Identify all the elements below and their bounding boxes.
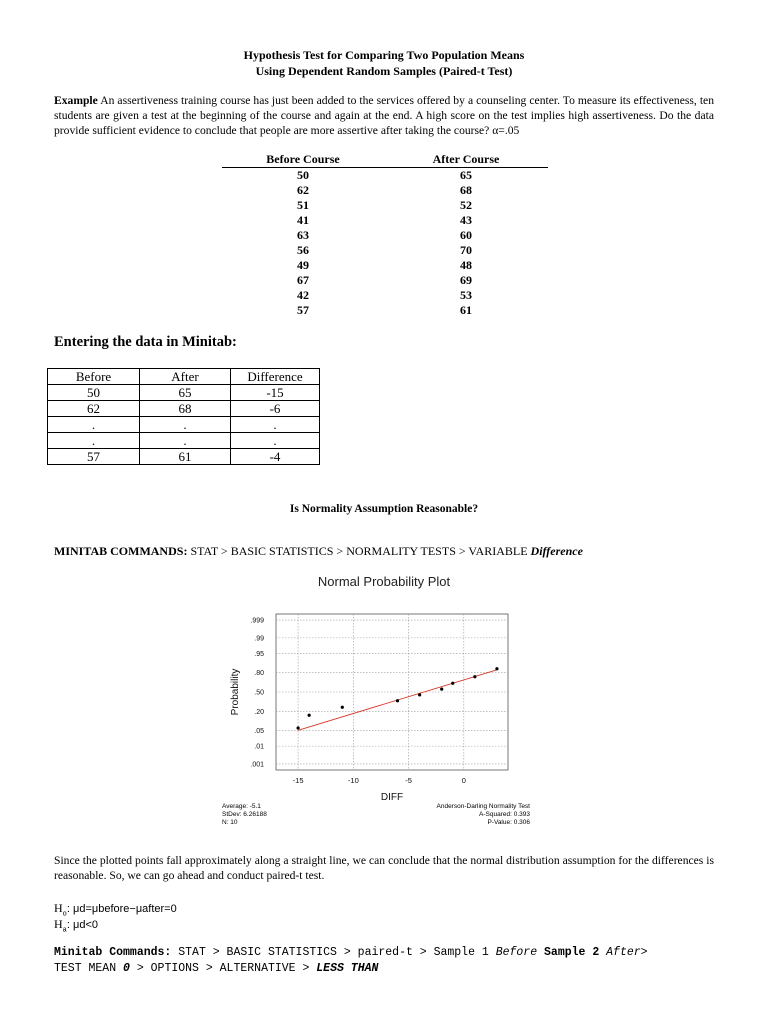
- h0-text: : μd=μbefore−μafter=0: [66, 903, 177, 915]
- worksheet-row: [48, 385, 320, 401]
- after-value: 61: [460, 303, 472, 317]
- after-cell: 61: [140, 449, 231, 465]
- example-label: Example: [54, 94, 98, 107]
- final-cmd-part1: STAT > BASIC STATISTICS > paired-t > Sample 1: [178, 946, 489, 959]
- x-tick-label: -5: [405, 776, 412, 785]
- paired-table-row: [222, 303, 548, 318]
- header-after-course: After Course: [432, 152, 500, 166]
- difference-cell: -6: [231, 401, 320, 417]
- after-value: 70: [460, 243, 472, 257]
- data-point: [473, 675, 476, 678]
- before-value: 51: [297, 198, 309, 212]
- header-before-course: Before Course: [266, 152, 340, 166]
- data-point: [440, 688, 443, 691]
- data-point: [418, 693, 421, 696]
- paired-table-row: [222, 258, 548, 273]
- before-cell: 57: [48, 449, 140, 465]
- paired-table-row: [222, 273, 548, 288]
- final-cmd-before: Before: [495, 946, 538, 959]
- y-axis-label: Probability: [230, 668, 241, 716]
- final-cmd-sample2: Sample 2: [544, 946, 600, 959]
- worksheet-row: [48, 401, 320, 417]
- stat-stdev: StDev: 6.26188: [222, 811, 267, 818]
- x-tick-label: -10: [347, 776, 359, 785]
- before-cell: 62: [48, 401, 140, 417]
- after-value: 60: [460, 228, 472, 242]
- y-tick-label: .001: [250, 761, 264, 769]
- data-point: [396, 699, 399, 702]
- data-point: [296, 726, 299, 729]
- after-value: 43: [460, 213, 472, 227]
- data-point: [495, 667, 498, 670]
- chart-stats-right: [404, 803, 530, 827]
- paired-t-command-line2: [54, 962, 378, 975]
- after-value: 48: [460, 258, 472, 272]
- col-header-after: After: [140, 369, 231, 385]
- final-cmd-after: After: [606, 946, 641, 959]
- x-tick-label: 0: [461, 776, 466, 785]
- before-cell: .: [48, 417, 140, 433]
- before-cell: .: [48, 433, 140, 449]
- worksheet-row: [48, 433, 320, 449]
- after-cell: .: [140, 433, 231, 449]
- paired-table-row: [222, 243, 548, 258]
- ha-subscript: a: [62, 926, 67, 935]
- minitab-heading: Entering the data in Minitab:: [54, 334, 237, 350]
- after-value: 52: [460, 198, 472, 212]
- paired-table-row: [222, 183, 548, 198]
- y-tick-label: .50: [254, 689, 264, 697]
- y-tick-label: .99: [254, 635, 264, 643]
- h0-label: H: [54, 901, 63, 915]
- paired-table-row: [222, 168, 548, 183]
- final-cmd-test-mean: TEST MEAN: [54, 962, 117, 975]
- after-cell: 65: [140, 385, 231, 401]
- difference-cell: .: [231, 433, 320, 449]
- ha-label: H: [54, 917, 63, 931]
- final-cmd-zero: 0: [123, 962, 130, 975]
- before-value: 63: [297, 228, 309, 242]
- paired-table-row: [222, 228, 548, 243]
- worksheet-row: [48, 417, 320, 433]
- worksheet-row: [48, 449, 320, 465]
- paired-table-row: [222, 213, 548, 228]
- conclusion-paragraph: Since the plotted points fall approximately along a straight line, we can conclude that the normal distribution assumption for the differences is reasonable. So, we can go ahead and conduct paired-t test.: [54, 854, 714, 882]
- before-value: 50: [297, 168, 309, 182]
- before-value: 67: [297, 273, 309, 287]
- before-value: 42: [297, 288, 309, 302]
- y-tick-label: .01: [254, 743, 264, 751]
- normality-cmd-label: MINITAB COMMANDS:: [54, 544, 188, 558]
- paired-table-header: [222, 152, 548, 168]
- after-value: 68: [460, 183, 472, 197]
- y-tick-label: .05: [254, 727, 264, 735]
- after-cell: 68: [140, 401, 231, 417]
- before-value: 57: [297, 303, 309, 317]
- minitab-worksheet-table: [47, 368, 320, 465]
- page-title-line2: Using Dependent Random Samples (Paired-t Test): [255, 64, 513, 78]
- paired-data-table: [222, 152, 548, 318]
- ha-text: : μd<0: [66, 919, 98, 931]
- worksheet-body: [48, 385, 320, 465]
- before-value: 62: [297, 183, 309, 197]
- x-tick-label: -15: [292, 776, 304, 785]
- normality-cmd-text: STAT > BASIC STATISTICS > NORMALITY TESTS > VARIABLE: [190, 544, 528, 558]
- before-value: 41: [297, 213, 309, 227]
- chart-stats-left: [222, 803, 267, 827]
- final-cmd-less-than: LESS THAN: [316, 962, 379, 975]
- difference-cell: -4: [231, 449, 320, 465]
- example-paragraph: [54, 93, 714, 138]
- stat-test-name: Anderson-Darling Normality Test: [436, 803, 530, 810]
- worksheet-header-row: [48, 369, 320, 385]
- col-header-difference: Difference: [231, 369, 320, 385]
- stat-a-squared: A-Squared: 0.393: [479, 811, 530, 818]
- before-cell: 50: [48, 385, 140, 401]
- alternative-hypothesis: [54, 917, 98, 934]
- paired-t-command-line1: Minitab Commands: STAT > BASIC STATISTICS > paired-t > Sample 1 Before Sample 2 After>: [54, 946, 648, 959]
- y-tick-label: .20: [254, 709, 264, 717]
- after-value: 53: [460, 288, 472, 302]
- plot-frame: [276, 614, 508, 770]
- final-cmd-options: > OPTIONS > ALTERNATIVE >: [136, 962, 310, 975]
- difference-cell: -15: [231, 385, 320, 401]
- y-tick-label: .95: [254, 651, 264, 659]
- col-header-before: Before: [48, 369, 140, 385]
- data-point: [341, 706, 344, 709]
- stat-average: Average: -5.1: [222, 803, 261, 810]
- y-tick-label: .999: [250, 617, 264, 625]
- stat-n: N: 10: [222, 819, 238, 826]
- stat-p-value: P-Value: 0.306: [487, 819, 530, 826]
- difference-cell: .: [231, 417, 320, 433]
- before-value: 56: [297, 243, 309, 257]
- normality-cmd-variable: Difference: [530, 544, 583, 558]
- x-axis-label: DIFF: [380, 792, 404, 803]
- chart-title: Normal Probability Plot: [317, 574, 451, 589]
- after-value: 65: [460, 168, 472, 182]
- h0-subscript: o: [62, 910, 67, 919]
- after-value: 69: [460, 273, 472, 287]
- normality-heading: Is Normality Assumption Reasonable?: [289, 503, 479, 515]
- paired-table-body: [222, 168, 548, 318]
- normality-command-line: [54, 544, 583, 559]
- paired-table-row: [222, 288, 548, 303]
- before-value: 49: [297, 258, 309, 272]
- example-text: An assertiveness training course has just been added to the services offered by a counseling center. To measure its effectiveness, ten students are given a test at the beginning of the course and again at the end. A high score on the test implies high assertiveness. Do the data provide sufficient evidence to conclude that people are more assertive after taking the course? α=.05: [54, 94, 714, 137]
- after-cell: .: [140, 417, 231, 433]
- y-tick-label: .80: [254, 669, 264, 677]
- data-point: [451, 682, 454, 685]
- page-title-line1: Hypothesis Test for Comparing Two Population Means: [243, 48, 525, 62]
- null-hypothesis: [54, 901, 177, 918]
- final-cmd-label: Minitab Commands:: [54, 946, 172, 959]
- data-point: [308, 714, 311, 717]
- normal-probability-plot: [220, 606, 520, 806]
- paired-table-row: [222, 198, 548, 213]
